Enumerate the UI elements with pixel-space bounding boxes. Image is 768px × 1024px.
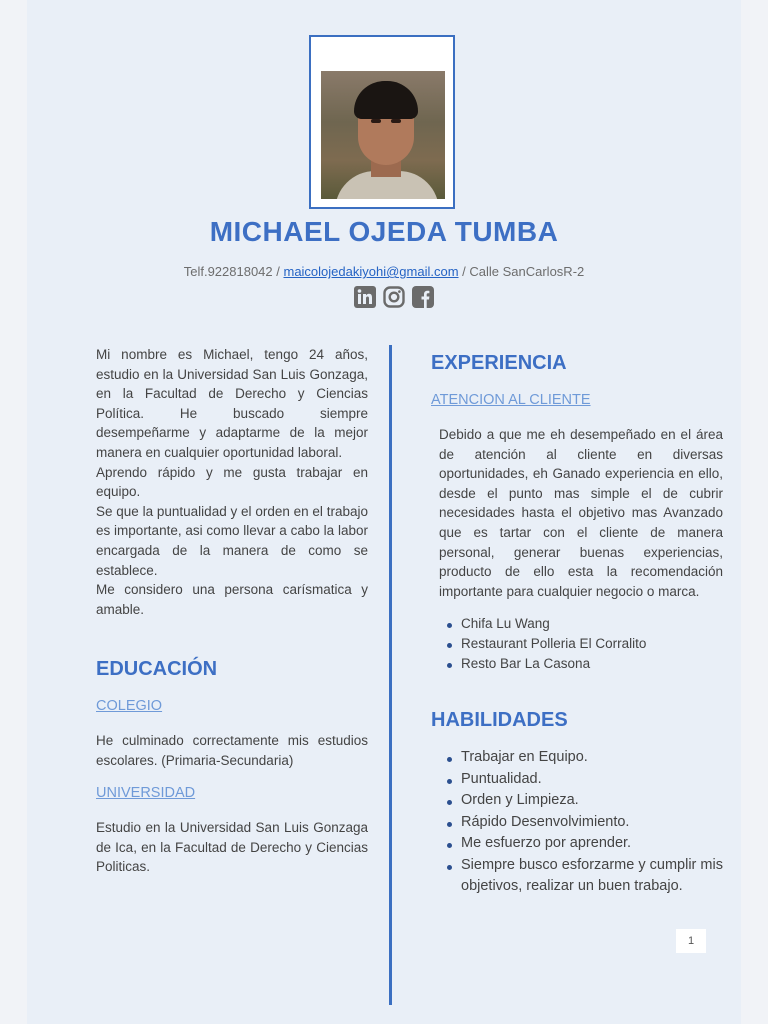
email-link[interactable]: maicolojedakiyohi@gmail.com xyxy=(283,264,459,279)
university-text: Estudio en la Universidad San Luis Gonzaga de Ica, en la Facultad de Derecho y Ciencias Politicas. xyxy=(96,820,368,875)
instagram-icon[interactable] xyxy=(383,286,405,308)
skills-title: HABILIDADES xyxy=(431,709,568,731)
experience-title: EXPERIENCIA xyxy=(431,352,567,374)
page-number: 1 xyxy=(676,929,706,953)
linkedin-icon[interactable] xyxy=(354,286,376,308)
places-list xyxy=(439,614,723,674)
profile-photo xyxy=(321,71,445,199)
list-item: Siempre busco esforzarme y cumplir mis objetivos, realizar un buen trabajo. xyxy=(439,855,723,898)
skills-list xyxy=(439,747,723,898)
column-divider xyxy=(389,345,392,1005)
phone-text: Telf.922818042 / xyxy=(183,264,284,279)
left-column xyxy=(96,345,368,619)
list-item: Chifa Lu Wang xyxy=(439,614,723,634)
social-icons xyxy=(354,286,434,310)
list-item: Me esfuerzo por aprender. xyxy=(439,833,723,855)
education-title: EDUCACIÓN xyxy=(96,658,218,680)
list-item: Puntualidad. xyxy=(439,769,723,791)
school-text: He culminado correctamente mis estudios escolares. (Primaria-Secundaria) xyxy=(96,733,368,768)
facebook-icon[interactable] xyxy=(412,286,434,308)
university-heading: UNIVERSIDAD xyxy=(96,785,196,801)
address-text: / Calle SanCarlosR-2 xyxy=(458,264,585,279)
list-item: Restaurant Polleria El Corralito xyxy=(439,634,723,654)
contact-line xyxy=(0,264,768,279)
list-item: Rápido Desenvolvimiento. xyxy=(439,812,723,834)
profile-photo-frame xyxy=(309,35,455,209)
profile-text: Mi nombre es Michael, tengo 24 años, estudio en la Universidad San Luis Gonzaga, en la Facultad de Derecho y Ciencias Política. He buscado siempre desempeñarme y adaptarme de la mejor manera en cualquier oportunidad laboral. Aprendo rápido y me gusta trabajar en equipo. Se que la puntualidad y el orden en el trabajo es importante, asi como llevar a cabo la labor encargada de la manera de como se establece. Me considero una persona carísmatica y amable. xyxy=(96,347,368,617)
experience-text: Debido a que me eh desempeñado en el área de atención al cliente en diversas oportunidades, eh Ganado experiencia en ello, desde el punto mas simple el de cubrir necesidades hasta el objetivo mas Avanzado que es tartar con el cliente de manera personal, generar buenas experiencias, producto de ello esta la recomendación importante para cualquier negocio o marca. xyxy=(439,427,723,599)
school-heading: COLEGIO xyxy=(96,698,163,714)
list-item: Orden y Limpieza. xyxy=(439,790,723,812)
experience-subheading: ATENCION AL CLIENTE xyxy=(431,392,591,408)
list-item: Trabajar en Equipo. xyxy=(439,747,723,769)
candidate-name: MICHAEL OJEDA TUMBA xyxy=(209,216,559,247)
list-item: Resto Bar La Casona xyxy=(439,654,723,674)
